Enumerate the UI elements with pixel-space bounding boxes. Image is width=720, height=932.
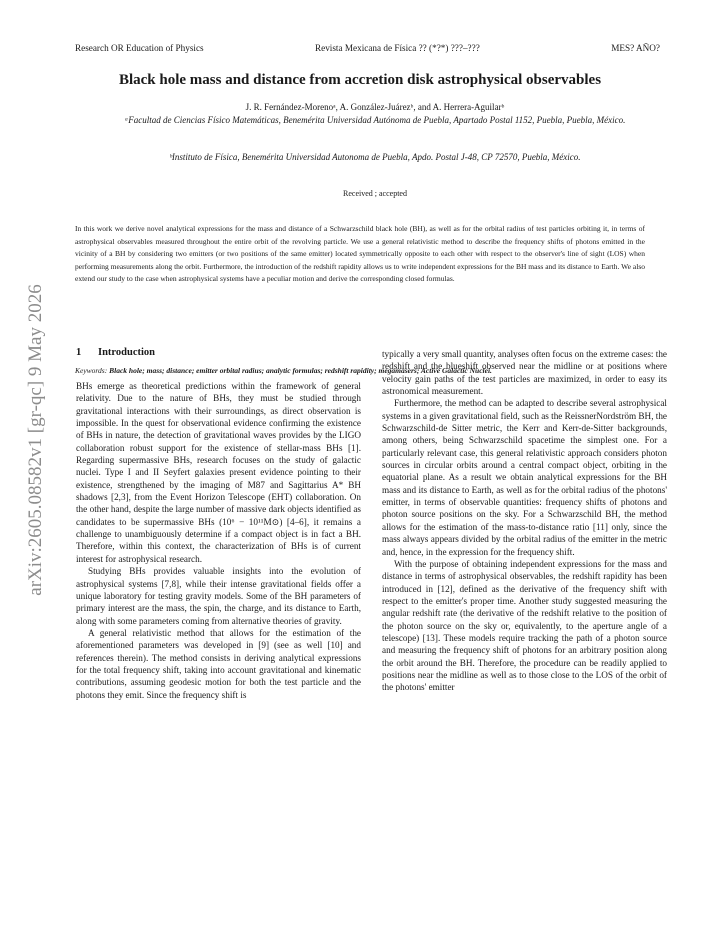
affiliation-b: ᵇInstituto de Física, Benemérita Universidad Autonoma de Puebla, Apdo. Postal J-48, CP 72570, Puebla, México. [169, 152, 581, 162]
received-line: Received ; accepted [343, 189, 407, 198]
paragraph: A general relativistic method that allows for the estimation of the aforementioned parameters was developed in [9] (see as well [10] and references therein). The method consists in deriving analytical expressions for the total frequency shift, taking into account gravitational and kinematic contributions, assuming geodesic motion for both the test particle and the photons they emit. Since the frequency shift is [76, 627, 361, 700]
running-header-journal: Revista Mexicana de Física ?? (*?*) ???–??? [315, 43, 480, 53]
arxiv-stamp: arXiv:2605.08582v1 [gr-qc] 9 May 2026 [25, 284, 46, 596]
paragraph: Studying BHs provides valuable insights into the evolution of astrophysical systems [7,8], while their intense gravitational fields offer a unique laboratory for testing gravity models. Some of the BH parameters of primary interest are the mass, the spin, the charge, and its distance to Earth, along with some parameters coming from alternative theories of gravity. [76, 566, 361, 626]
paragraph: typically a very small quantity, analyses often focus on the extreme cases: the redshift and the blueshift observed near the midline or at positions where velocity gain paths of the test particles are maximized, in order to easy its astronomical measurement. [382, 349, 667, 397]
abstract: In this work we derive novel analytical expressions for the mass and distance of a Schwarzschild black hole (BH), as well as for the orbital radius of test particles orbiting it, in terms of astrophysical observables measured throughout the entire orbit of the revolving particle. We use a general relativistic method to describe the frequency shifts of photons emitted in the vicinity of a BH by considering two emitters (or two positions of the same emitter) located symmetrically opposite to each other with respect to the observer's line of sight (LOS) when performing measurements along the orbit. Furthermore, the introduction of the redshift rapidity allows us to write independent expressions for the BH mass and its distance to Earth. We also extend our study to the case when astrophysical systems have a peculiar motion and derive the corresponding closed formulas. [75, 224, 645, 284]
paragraph: With the purpose of obtaining independent expressions for the mass and distance in terms of astrophysical observables, the redshift rapidity has been introduced in [12], defined as the derivative of the frequency shift with respect to the emitter's proper time. Another study suggested measuring the angular redshift rate (the derivative of the redshift relative to the position of the photon source on the sky or, equivalently, to the aperture angle of a telescope) [13]. These models require tracking the path of a photon source and measuring the frequency shift of photons for an arbitrary position along the orbit around the BH. Therefore, the procedure can be readily applied to positions near the midline as well as to those close to the LOS of the orbit of the photons' emitter [382, 558, 667, 693]
paragraph: Furthermore, the method can be adapted to describe several astrophysical systems in a given gravitational field, such as the ReissnerNordström BH, the Schwarzschild-de Sitter metric, the Kerr and Kerr-de-Sitter backgrounds, among others, being Schwarzschild spacetime the simplest one. For a particularly relevant case, this general relativistic approach considers photon sources in circular orbits around a central compact object, orbiting in the equatorial plane. As a result we obtain analytical expressions for the BH mass and its distance to Earth, as well as for the orbital radius of the photons' emitter, in terms of observable quantities: frequency shifts of photons and photon source positions on the sky. For a Schwarzschild BH, the method allows for the estimation of the mass-to-distance ratio [11] only, since the mass always appears divided by the orbital radius of the emitter in the metric and, hence, in the expression for the frequency shift. [382, 398, 668, 557]
author-list: J. R. Fernández-Morenoᵃ, A. González-Juárezᵇ, and A. Herrera-Aguilarᵇ [245, 102, 505, 112]
right-column [382, 348, 667, 694]
affiliation-a: ᵃFacultad de Ciencias Físico Matemáticas, Benemérita Universidad Autónoma de Puebla, Apartado Postal 1152, Puebla, Puebla, México. [124, 115, 626, 125]
left-column [76, 346, 361, 701]
keywords-list: Black hole; mass; distance; emitter orbital radius; analytic formulas; redshift rapidity; megamasers; Active Galactic Nuclei. [109, 366, 492, 375]
keywords-label: Keywords: [75, 366, 108, 375]
paragraph: BHs emerge as theoretical predictions within the framework of general relativity. Due to the nature of BHs, they must be studied through gravitational interactions with their surroundings, as direct observation is impossible. In the quest for observational evidence confirming the existence of BHs in nature, the detection of gravitational waves provides by the LIGO collaboration robust support for the existence of stellar-mass BHs [1]. Regarding supermassive BHs, research focuses on the study of galactic nuclei. Type I and II Seyfert galaxies present evidence pointing to their existence, strengthened by the imaging of M87 and Sagittarius A* BH shadows [2,3], from the Event Horizon Telescope (EHT) collaboration. On the other hand, despite the large number of massive dark objects identified as candidates to be supermassive BHs (10⁶ − 10¹¹M⊙) [4–6], it remains a challenge to unambiguously determine if a compact object is in fact a BH. Therefore, within this context, the characterization of BHs is of current interest for astrophysical research. [76, 381, 361, 564]
paper-title: Black hole mass and distance from accretion disk astrophysical observables [118, 72, 602, 88]
section-heading [76, 346, 361, 360]
section-number: 1 [76, 347, 82, 358]
running-header-left: Research OR Education of Physics [75, 43, 204, 53]
section-title: Introduction [98, 347, 155, 358]
running-header-date: MES? AÑO? [611, 43, 660, 53]
